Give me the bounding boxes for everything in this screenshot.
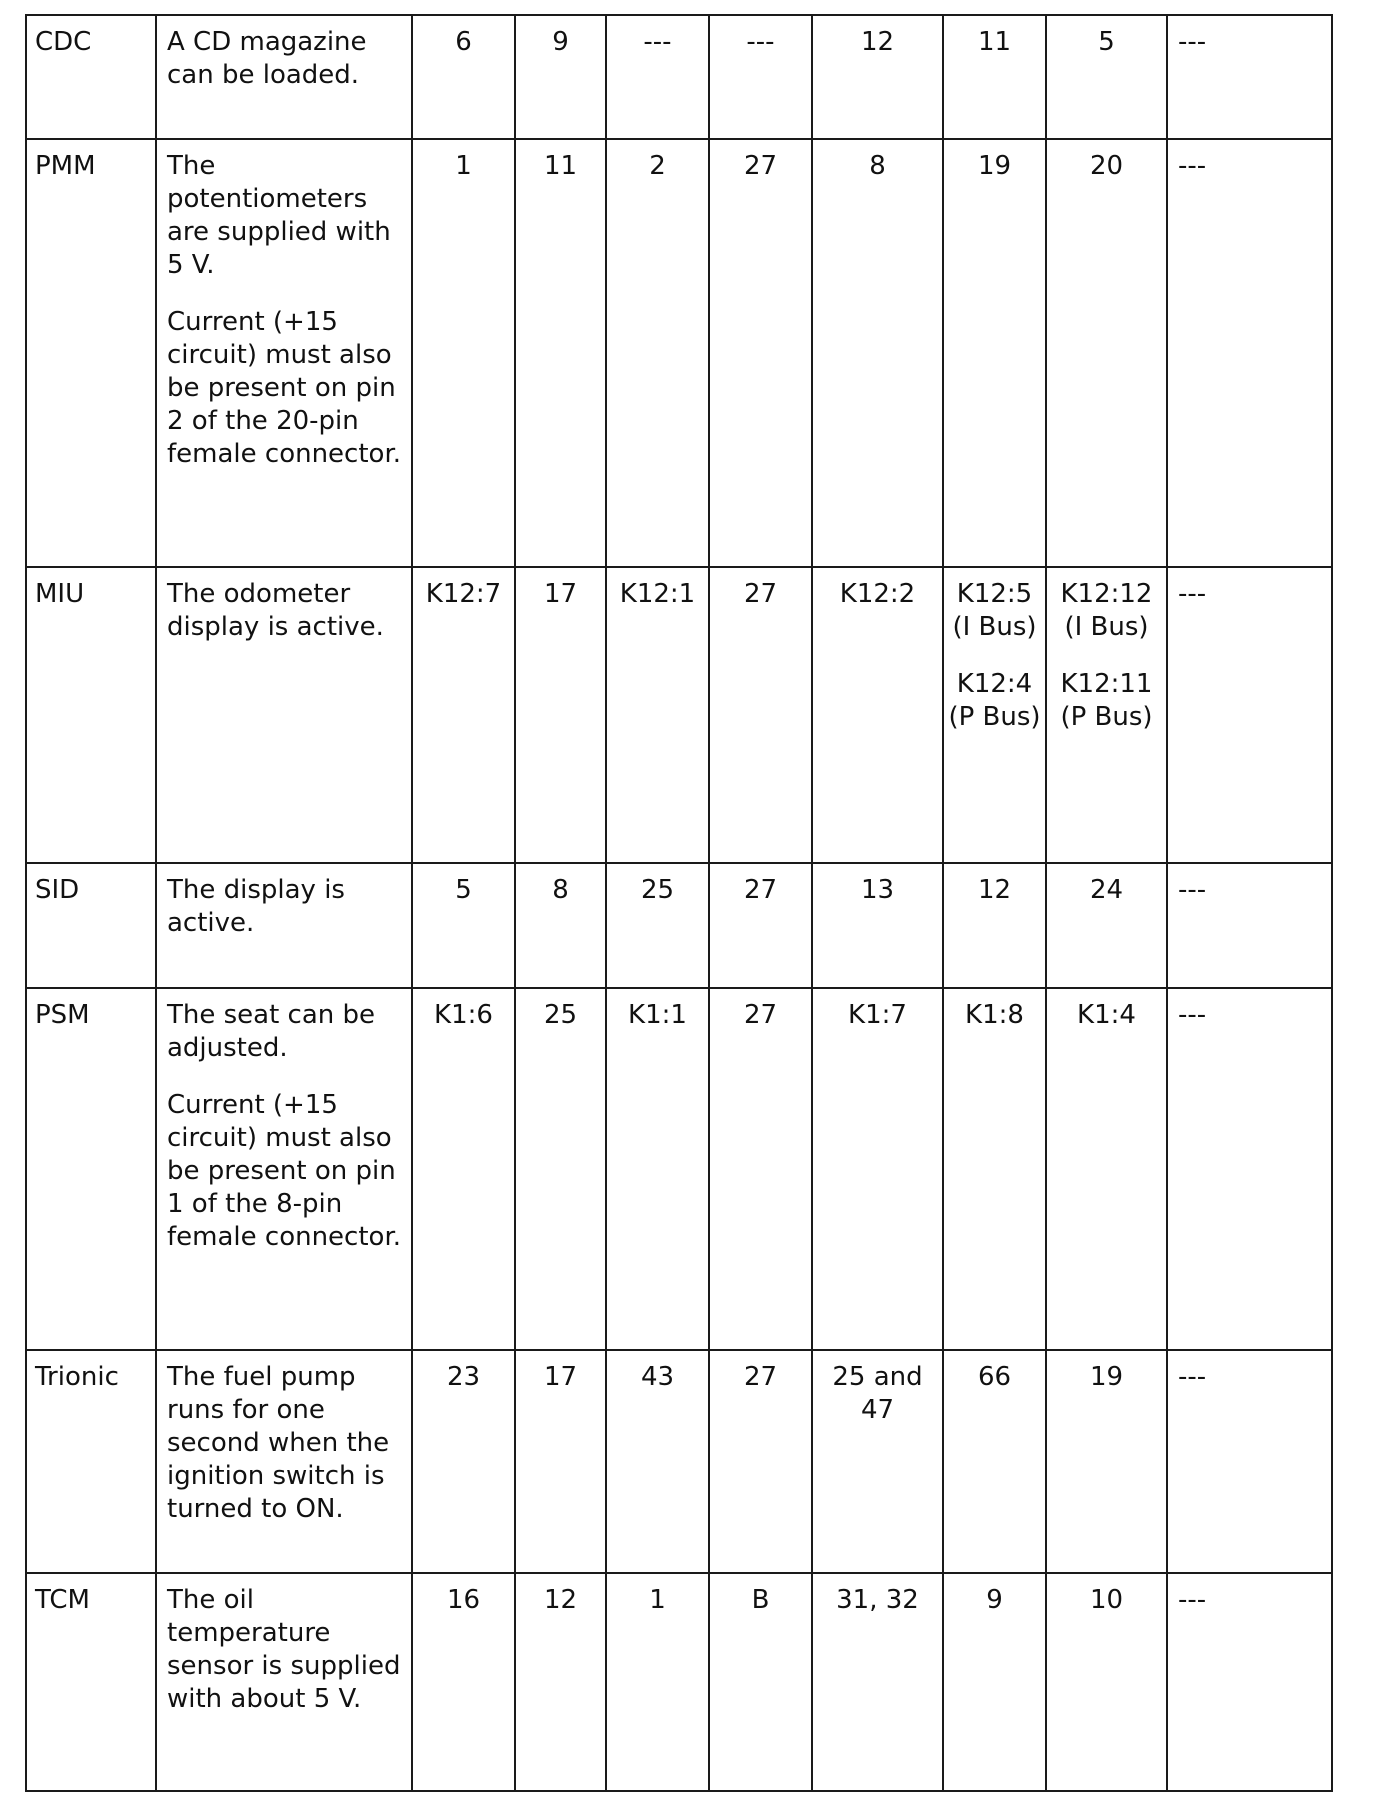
value-text: --- xyxy=(1178,1362,1207,1392)
value-cell xyxy=(412,863,515,988)
table-row xyxy=(26,1573,1332,1791)
value-cell xyxy=(606,988,709,1350)
value-cell xyxy=(606,139,709,567)
description-cell xyxy=(156,567,412,863)
value-text: 19 xyxy=(1089,1362,1124,1392)
value-text: 31, 32 xyxy=(836,1585,919,1615)
description-text: The oil temperature sensor is supplied with about 5 V. xyxy=(167,1585,401,1714)
value-text: 27 xyxy=(743,875,778,905)
value-text: 19 xyxy=(977,151,1012,181)
value-text: 1 xyxy=(455,151,472,181)
value-text: 27 xyxy=(743,579,778,609)
value-cell xyxy=(515,1350,606,1573)
module-name: CDC xyxy=(26,15,156,139)
value-text: --- xyxy=(1178,1585,1207,1615)
value-text: 17 xyxy=(543,579,578,609)
description-cell xyxy=(156,1573,412,1791)
value-text: --- xyxy=(1178,1000,1207,1030)
description-text: Current (+15 circuit) must also be present on pin 1 of the 8-pin female connector. xyxy=(167,1090,402,1252)
value-cell xyxy=(1046,15,1167,139)
value-cell xyxy=(1167,1350,1332,1573)
value-cell xyxy=(515,988,606,1350)
description-text: The display is active. xyxy=(167,875,345,938)
value-text: K1:1 xyxy=(628,1000,687,1030)
value-text: 17 xyxy=(543,1362,578,1392)
value-cell xyxy=(606,15,709,139)
description-cell xyxy=(156,988,412,1350)
module-name: SID xyxy=(26,863,156,988)
value-text: 66 xyxy=(977,1362,1012,1392)
value-text: --- xyxy=(1178,875,1207,905)
value-cell xyxy=(1167,988,1332,1350)
value-text: 27 xyxy=(743,151,778,181)
value-text: 10 xyxy=(1089,1585,1124,1615)
value-text: 11 xyxy=(543,151,578,181)
value-text: 1 xyxy=(649,1585,666,1615)
value-text: K12:5 (I Bus) xyxy=(952,579,1037,642)
value-cell xyxy=(943,1573,1046,1791)
value-cell xyxy=(412,139,515,567)
value-cell xyxy=(606,1573,709,1791)
value-text: 2 xyxy=(649,151,666,181)
value-text: --- xyxy=(1178,579,1207,609)
value-cell xyxy=(812,15,943,139)
table-row xyxy=(26,1350,1332,1573)
description-text: The potentiometers are supplied with 5 V. xyxy=(167,151,391,280)
value-cell xyxy=(812,1573,943,1791)
module-name: TCM xyxy=(26,1573,156,1791)
value-cell xyxy=(1046,988,1167,1350)
value-text: K1:8 xyxy=(965,1000,1024,1030)
module-name: PSM xyxy=(26,988,156,1350)
value-cell xyxy=(1167,863,1332,988)
value-text: K12:4 (P Bus) xyxy=(948,669,1041,732)
value-text: 43 xyxy=(640,1362,675,1392)
value-text: 12 xyxy=(860,27,895,57)
value-text: 9 xyxy=(552,27,569,57)
value-text: 6 xyxy=(455,27,472,57)
description-text: A CD magazine can be loaded. xyxy=(167,27,367,90)
value-text: K1:7 xyxy=(848,1000,907,1030)
value-text: 12 xyxy=(977,875,1012,905)
value-text: K12:2 xyxy=(839,579,916,609)
value-cell xyxy=(515,863,606,988)
description-text: The fuel pump runs for one second when the ignition switch is turned to ON. xyxy=(167,1362,390,1524)
description-cell xyxy=(156,139,412,567)
value-text: K12:12 (I Bus) xyxy=(1060,579,1153,642)
value-text: 9 xyxy=(986,1585,1003,1615)
value-cell xyxy=(1167,139,1332,567)
value-text: 8 xyxy=(552,875,569,905)
value-text: 25 xyxy=(543,1000,578,1030)
value-cell xyxy=(709,567,812,863)
module-name: Trionic xyxy=(26,1350,156,1573)
value-cell xyxy=(812,567,943,863)
value-text: 5 xyxy=(455,875,472,905)
value-text: 24 xyxy=(1089,875,1124,905)
value-cell xyxy=(412,988,515,1350)
value-cell xyxy=(1046,1350,1167,1573)
value-text: --- xyxy=(1178,27,1207,57)
value-text: 27 xyxy=(743,1362,778,1392)
value-cell xyxy=(606,567,709,863)
value-text: 11 xyxy=(977,27,1012,57)
value-text: --- xyxy=(643,27,672,57)
value-text: 20 xyxy=(1089,151,1124,181)
value-cell xyxy=(1046,567,1167,863)
value-cell xyxy=(1167,1573,1332,1791)
value-text: 8 xyxy=(869,151,886,181)
value-cell xyxy=(812,988,943,1350)
description-cell xyxy=(156,863,412,988)
value-text: K1:4 xyxy=(1077,1000,1136,1030)
value-text: 25 xyxy=(640,875,675,905)
value-cell xyxy=(515,15,606,139)
value-cell xyxy=(515,139,606,567)
value-cell xyxy=(943,988,1046,1350)
value-cell xyxy=(606,1350,709,1573)
description-text: Current (+15 circuit) must also be present on pin 2 of the 20-pin female connector. xyxy=(167,307,402,469)
value-text: B xyxy=(751,1585,770,1615)
value-text: K12:11 (P Bus) xyxy=(1060,669,1153,732)
value-cell xyxy=(709,988,812,1350)
value-text: --- xyxy=(746,27,775,57)
value-cell xyxy=(412,1350,515,1573)
value-cell xyxy=(943,567,1046,863)
value-text: K1:6 xyxy=(434,1000,493,1030)
value-cell xyxy=(1167,15,1332,139)
value-text: 25 and 47 xyxy=(832,1362,923,1425)
table-row xyxy=(26,863,1332,988)
value-cell xyxy=(1046,863,1167,988)
table-row xyxy=(26,988,1332,1350)
value-cell xyxy=(709,15,812,139)
value-cell xyxy=(412,15,515,139)
value-cell xyxy=(943,1350,1046,1573)
value-cell xyxy=(1167,567,1332,863)
value-cell xyxy=(812,863,943,988)
value-text: --- xyxy=(1178,151,1207,181)
value-text: 13 xyxy=(860,875,895,905)
table-row xyxy=(26,15,1332,139)
value-cell xyxy=(943,15,1046,139)
module-name: MIU xyxy=(26,567,156,863)
value-cell xyxy=(515,567,606,863)
table-row xyxy=(26,567,1332,863)
connector-spec-table xyxy=(25,14,1333,1792)
module-name: PMM xyxy=(26,139,156,567)
value-cell xyxy=(709,1573,812,1791)
value-cell xyxy=(943,139,1046,567)
value-cell xyxy=(606,863,709,988)
value-cell xyxy=(412,1573,515,1791)
value-cell xyxy=(709,863,812,988)
value-cell xyxy=(412,567,515,863)
value-cell xyxy=(515,1573,606,1791)
value-text: K12:7 xyxy=(425,579,502,609)
value-cell xyxy=(709,139,812,567)
value-cell xyxy=(812,1350,943,1573)
value-cell xyxy=(943,863,1046,988)
table-row xyxy=(26,139,1332,567)
value-cell xyxy=(1046,1573,1167,1791)
value-text: 16 xyxy=(446,1585,481,1615)
value-text: 12 xyxy=(543,1585,578,1615)
description-text: The odometer display is active. xyxy=(167,579,384,642)
value-cell xyxy=(709,1350,812,1573)
description-cell xyxy=(156,1350,412,1573)
value-text: 5 xyxy=(1098,27,1115,57)
value-text: 23 xyxy=(446,1362,481,1392)
value-text: K12:1 xyxy=(619,579,696,609)
description-text: The seat can be adjusted. xyxy=(167,1000,376,1063)
value-cell xyxy=(812,139,943,567)
description-cell xyxy=(156,15,412,139)
value-cell xyxy=(1046,139,1167,567)
value-text: 27 xyxy=(743,1000,778,1030)
